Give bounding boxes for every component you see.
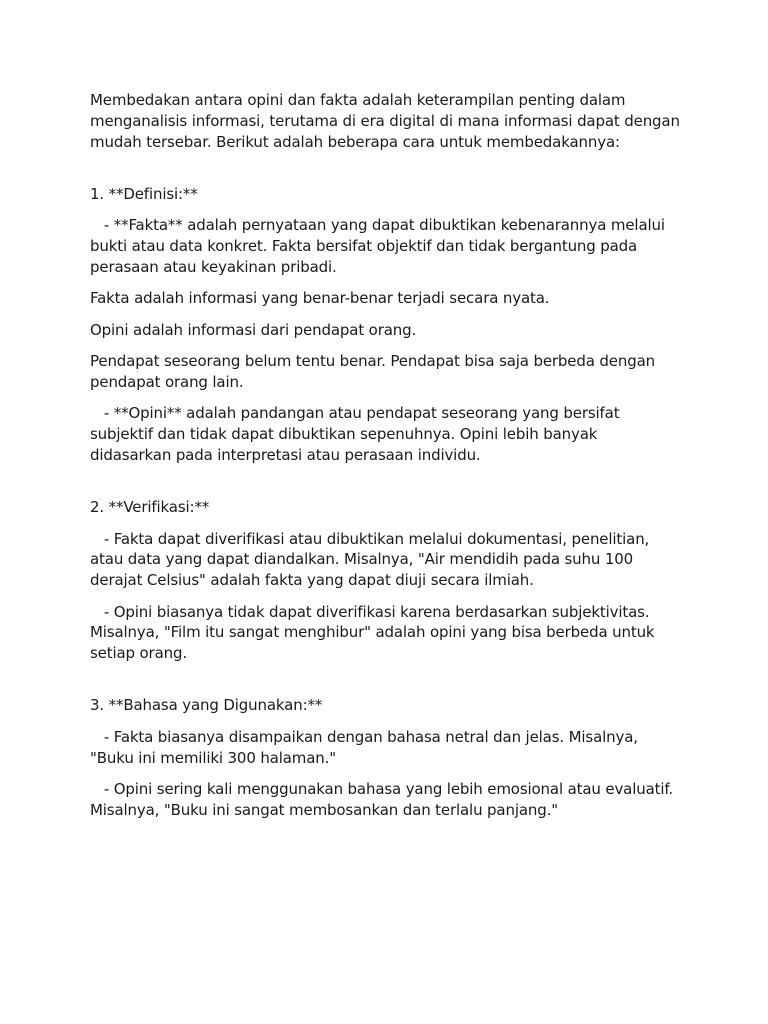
- opini-note-paragraph: Opini adalah informasi dari pendapat orang.: [90, 320, 417, 339]
- fakta-note-paragraph: Fakta adalah informasi yang benar-benar terjadi secara nyata.: [90, 289, 550, 308]
- pendapat-note-paragraph: Pendapat seseorang belum tentu benar. Pendapat bisa saja berbeda dengan pendapat orang lain.: [90, 352, 660, 391]
- document-page: [90, 90, 685, 831]
- fakta-verifikasi-paragraph: - Fakta dapat diverifikasi atau dibuktikan melalui dokumentasi, penelitian, atau data yang dapat diandalkan. Misalnya, "Air mendidih pada suhu 100 derajat Celsius" adalah fakta yang dapat diuji secara ilmiah.: [90, 529, 654, 590]
- fakta-bahasa-paragraph: - Fakta biasanya disampaikan dengan bahasa netral dan jelas. Misalnya, "Buku ini memiliki 300 halaman.": [90, 727, 643, 767]
- opini-verifikasi-paragraph: - Opini biasanya tidak dapat diverifikasi karena berdasarkan subjektivitas. Misalnya, "Film itu sangat menghibur" adalah opini yang bisa berbeda untuk setiap orang.: [90, 602, 660, 663]
- fakta-definition-paragraph: - **Fakta** adalah pernyataan yang dapat dibuktikan kebenarannya melalui bukti atau data konkret. Fakta bersifat objektif dan tidak bergantung pada perasaan atau keyakinan pribadi.: [90, 216, 670, 276]
- section-heading-bahasa: 3. **Bahasa yang Digunakan:**: [90, 696, 323, 715]
- opini-bahasa-paragraph: - Opini sering kali menggunakan bahasa yang lebih emosional atau evaluatif. Misalnya, "Buku ini sangat membosankan dan terlalu panjang.": [90, 779, 678, 819]
- section-heading-definisi: 1. **Definisi:**: [90, 184, 198, 203]
- intro-paragraph: Membedakan antara opini dan fakta adalah keterampilan penting dalam menganalisis informasi, terutama di era digital di mana informasi dapat dengan mudah tersebar. Berikut adalah beberapa cara untuk membedakannya:: [90, 91, 685, 151]
- section-heading-verifikasi: 2. **Verifikasi:**: [90, 498, 210, 517]
- opini-definition-paragraph: - **Opini** adalah pandangan atau pendapat seseorang yang bersifat subjektif dan tidak dapat dibuktikan sepenuhnya. Opini lebih banyak didasarkan pada interpretasi atau perasaan individu.: [90, 404, 625, 464]
